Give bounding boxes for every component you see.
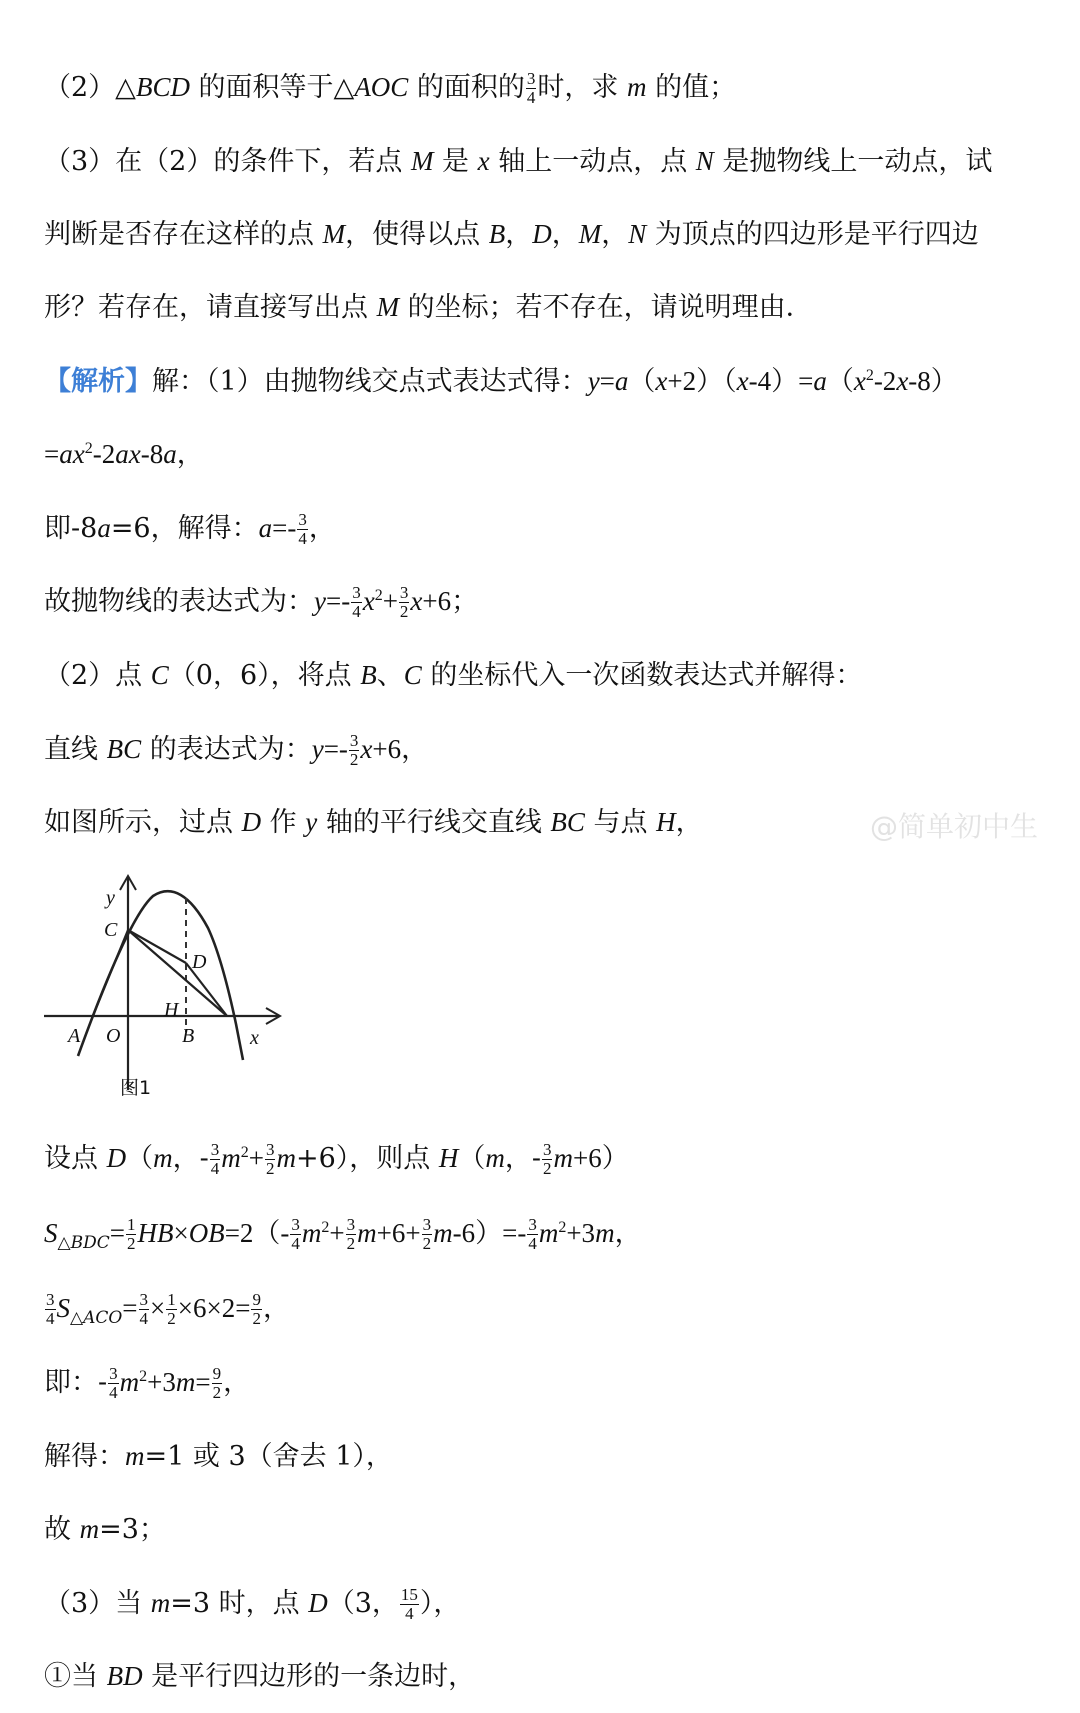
text: BC <box>106 734 142 764</box>
text: a <box>614 366 629 396</box>
denominator: 2 <box>212 1383 222 1402</box>
text: x <box>655 366 668 396</box>
text: ， <box>675 807 703 838</box>
question-part-3-line-3 <box>44 287 1050 328</box>
text: x <box>360 734 373 764</box>
analysis-tag: 【解析】 <box>44 366 152 397</box>
text: +6； <box>422 586 479 616</box>
text: 作 <box>261 807 306 838</box>
text: 形？若存在，请直接写出点 <box>44 292 377 323</box>
text: 的面积的 <box>408 72 525 103</box>
superscript: 2 <box>558 1219 567 1236</box>
text: 轴上一动点，点 <box>489 146 696 177</box>
text: m <box>538 1218 559 1248</box>
numerator: 3 <box>542 1140 552 1159</box>
text: ×6×2= <box>177 1293 251 1323</box>
numerator: 3 <box>422 1215 432 1234</box>
text: B <box>488 219 506 249</box>
text: ，- <box>172 1143 209 1174</box>
text: BCD <box>135 72 190 102</box>
text: + <box>382 586 398 616</box>
label-y: y <box>106 887 115 909</box>
text: -8 <box>140 439 164 469</box>
text: +3 <box>147 1367 176 1397</box>
text: ， <box>308 513 336 544</box>
segment-cd <box>128 930 186 963</box>
superscript: 2 <box>139 1368 148 1385</box>
numerator: 3 <box>528 1215 537 1234</box>
text: （ <box>628 366 656 397</box>
numerator: 3 <box>210 1140 220 1159</box>
solution-line-area-aco <box>44 1288 1050 1329</box>
text: 设点 <box>44 1143 107 1174</box>
label-x: x <box>250 1027 259 1049</box>
text: H <box>656 807 676 837</box>
denominator: 4 <box>210 1159 220 1178</box>
text: ， <box>176 439 204 470</box>
text: ）， <box>419 1588 461 1619</box>
text: =3 时，点 <box>170 1588 309 1619</box>
text: x <box>736 366 749 396</box>
text: y <box>314 586 326 616</box>
numerator: 9 <box>212 1364 222 1383</box>
text: N <box>695 146 714 176</box>
denominator: 2 <box>399 602 409 621</box>
denominator: 2 <box>167 1309 176 1328</box>
solution-line-area-bdc <box>44 1213 1050 1254</box>
denominator: 4 <box>139 1309 149 1328</box>
solution-line-solve-m <box>44 1436 1050 1477</box>
denominator: 4 <box>298 529 307 548</box>
text: 的值； <box>646 72 737 103</box>
fraction <box>422 1216 433 1253</box>
text: y <box>311 734 324 764</box>
text: ， <box>262 1293 290 1324</box>
text: B <box>360 660 377 690</box>
fraction <box>212 1365 223 1402</box>
text: （ <box>826 366 854 397</box>
denominator: 2 <box>126 1234 136 1253</box>
superscript: 2 <box>240 1144 249 1161</box>
watermark: @简单初中生 <box>870 810 1039 843</box>
text: ， <box>223 1367 251 1398</box>
fraction <box>45 1291 56 1328</box>
denominator: 2 <box>422 1234 432 1253</box>
text: （3， <box>327 1588 399 1619</box>
numerator: 3 <box>349 731 359 750</box>
text: m <box>221 1143 241 1173</box>
text: 即-8 <box>44 513 98 544</box>
solution-line-bc <box>44 729 1050 770</box>
text: 是 <box>433 146 478 177</box>
text: OB <box>188 1218 225 1248</box>
text: = <box>122 1293 138 1323</box>
text: =- <box>325 586 351 616</box>
superscript: 2 <box>865 367 874 384</box>
parabola-diagram <box>40 868 300 1102</box>
fraction <box>251 1291 262 1328</box>
text: （2）△ <box>44 72 136 103</box>
text: D <box>106 1143 127 1173</box>
text: a <box>813 366 827 396</box>
fraction <box>166 1291 177 1328</box>
fraction <box>126 1216 137 1253</box>
text: （3）在（2）的条件下，若点 <box>44 146 411 177</box>
text: m <box>301 1218 322 1248</box>
text: m <box>553 1143 573 1173</box>
numerator: 1 <box>167 1290 176 1309</box>
numerator: 3 <box>139 1290 149 1309</box>
text: 轴的平行线交直线 <box>317 807 551 838</box>
denominator: 4 <box>526 88 536 107</box>
superscript: 2 <box>374 587 383 604</box>
text: m <box>595 1218 615 1248</box>
text: （ <box>458 1143 486 1174</box>
text: × <box>150 1293 166 1323</box>
superscript: 2 <box>321 1219 330 1236</box>
text: m <box>627 72 647 102</box>
fraction <box>139 1291 150 1328</box>
numerator: 9 <box>252 1290 261 1309</box>
text: 解：（1）由抛物线交点式表达式得： <box>152 366 588 397</box>
denominator: 2 <box>349 750 359 769</box>
fraction <box>351 584 362 621</box>
question-part-2 <box>44 67 1050 108</box>
text: 是平行四边形的一条边时， <box>142 1661 476 1692</box>
text: a <box>163 439 177 469</box>
numerator: 3 <box>526 69 536 88</box>
label-o: O <box>106 1025 121 1047</box>
text: （0，6），将点 <box>168 660 361 691</box>
denominator: 2 <box>346 1234 356 1253</box>
text: ， <box>551 219 579 250</box>
numerator: 3 <box>298 510 307 529</box>
denominator: 2 <box>265 1159 275 1178</box>
text: 是抛物线上一动点，试 <box>713 146 993 177</box>
denominator: 4 <box>46 1309 55 1328</box>
text: 时，求 <box>537 72 627 103</box>
text: N <box>628 219 647 249</box>
numerator: 3 <box>265 1140 275 1159</box>
text: D <box>241 807 262 837</box>
text: x <box>362 586 375 616</box>
parabola-curve <box>78 891 243 1060</box>
text: HB <box>137 1218 174 1248</box>
fraction <box>526 70 537 107</box>
text: 与点 <box>584 807 657 838</box>
numerator: 15 <box>400 1585 418 1604</box>
text: +6+ <box>376 1218 421 1248</box>
text: m <box>276 1143 296 1173</box>
solution-line-parabola <box>44 581 1050 622</box>
text: AOC <box>354 72 409 102</box>
text: M <box>578 219 602 249</box>
text: C <box>403 660 422 690</box>
label-d: D <box>192 951 207 973</box>
denominator: 4 <box>528 1234 537 1253</box>
text: 为顶点的四边形是平行四边 <box>646 219 979 250</box>
text: -8） <box>908 366 958 396</box>
text: + <box>329 1218 345 1248</box>
solution-part-2 <box>44 655 1050 696</box>
text: ，使得以点 <box>345 219 489 250</box>
numerator: 1 <box>126 1215 136 1234</box>
label-c: C <box>104 919 118 941</box>
solution-line-set-d <box>44 1138 1050 1179</box>
text: D <box>308 1588 328 1618</box>
text: D <box>532 219 552 249</box>
text: a <box>97 513 111 543</box>
text: x <box>853 366 866 396</box>
solution-line-expansion <box>44 434 1050 475</box>
text: m <box>485 1143 505 1173</box>
text: x <box>896 366 909 396</box>
figure-caption: 图1 <box>120 1077 152 1099</box>
text: = <box>44 439 60 469</box>
text: -2 <box>92 439 116 469</box>
fraction <box>297 511 308 548</box>
text: S <box>44 1218 58 1248</box>
text: a <box>258 513 273 543</box>
text: y <box>305 807 318 837</box>
text: （ <box>126 1143 154 1174</box>
text: × <box>173 1218 189 1248</box>
text: +2）（ <box>667 366 737 396</box>
numerator: 3 <box>109 1364 118 1383</box>
text: -4）= <box>748 366 814 396</box>
text: m <box>150 1588 171 1618</box>
text: + <box>248 1143 264 1173</box>
numerator: 3 <box>46 1290 55 1309</box>
subscript: △ACO <box>70 1308 123 1328</box>
text: =1 或 3（舍去 1）， <box>144 1441 393 1472</box>
text: （2）点 <box>44 660 151 691</box>
text: ， <box>505 219 533 250</box>
text: =2（- <box>224 1218 290 1248</box>
text: 的面积等于△ <box>189 72 355 103</box>
fraction <box>349 732 360 769</box>
text: ①当 <box>44 1661 107 1692</box>
superscript: 2 <box>84 440 93 457</box>
segment-ca <box>92 930 128 1018</box>
fraction <box>542 1141 553 1178</box>
text: 故抛物线的表达式为： <box>44 586 314 617</box>
text: 直线 <box>44 734 107 765</box>
text: = <box>195 1367 211 1397</box>
text: +6， <box>372 734 429 764</box>
text: -2 <box>873 366 897 396</box>
text: +6），则点 <box>295 1143 439 1174</box>
text: -6）=- <box>452 1218 527 1248</box>
fraction <box>400 1586 419 1623</box>
text: = <box>109 1218 125 1248</box>
fraction <box>265 1141 276 1178</box>
figure-1 <box>40 868 300 1102</box>
solution-line-m-result <box>44 1509 1050 1550</box>
text: 解得： <box>44 1441 125 1472</box>
text: BC <box>550 807 585 837</box>
text: m <box>79 1514 100 1544</box>
text: x <box>410 586 423 616</box>
text: M <box>410 146 434 176</box>
denominator: 4 <box>405 1604 414 1623</box>
solution-case-1 <box>44 1656 1050 1697</box>
solution-part-3 <box>44 1583 1050 1624</box>
text: S <box>56 1293 70 1323</box>
text: ax <box>59 439 85 469</box>
text: +6） <box>572 1143 629 1173</box>
text: 即：- <box>44 1367 108 1398</box>
solution-start <box>44 361 1050 402</box>
text: =- <box>323 734 348 764</box>
text: m <box>125 1441 145 1471</box>
solution-line-equation <box>44 1362 1050 1403</box>
text: y <box>587 366 600 396</box>
text: =3； <box>99 1514 166 1545</box>
solution-line-solve-a <box>44 508 1050 549</box>
denominator: 2 <box>252 1309 261 1328</box>
text: 判断是否存在这样的点 <box>44 219 323 250</box>
text: =- <box>272 513 297 543</box>
text: H <box>438 1143 459 1173</box>
text: 、 <box>376 660 404 691</box>
numerator: 3 <box>291 1215 300 1234</box>
fraction <box>290 1216 301 1253</box>
text: 的表达式为： <box>141 734 312 765</box>
fraction <box>108 1365 119 1402</box>
text: M <box>376 292 400 322</box>
denominator: 4 <box>291 1234 300 1253</box>
text: BD <box>106 1661 143 1691</box>
label-b: B <box>182 1025 195 1047</box>
text: M <box>322 219 346 249</box>
text: ， <box>614 1218 642 1249</box>
numerator: 3 <box>352 583 361 602</box>
text: （3）当 <box>44 1588 151 1619</box>
text: 故 <box>44 1514 80 1545</box>
text: m <box>153 1143 173 1173</box>
fraction <box>210 1141 221 1178</box>
text: ， <box>601 219 629 250</box>
text: 的坐标代入一次函数表达式并解得： <box>421 660 863 691</box>
label-a: A <box>68 1025 81 1047</box>
text: m <box>119 1367 140 1397</box>
text: = <box>599 366 615 396</box>
text: 如图所示，过点 <box>44 807 242 838</box>
text: ax <box>115 439 141 469</box>
text: m <box>357 1218 377 1248</box>
fraction <box>527 1216 538 1253</box>
denominator: 2 <box>542 1159 552 1178</box>
text: m <box>433 1218 453 1248</box>
fraction <box>346 1216 357 1253</box>
text: +3 <box>566 1218 596 1248</box>
numerator: 3 <box>346 1215 356 1234</box>
question-part-3-line-2 <box>44 214 1050 255</box>
numerator: 3 <box>399 583 409 602</box>
label-h: H <box>164 999 179 1021</box>
text: x <box>477 146 490 176</box>
text: =6，解得： <box>110 513 259 544</box>
subscript: △BDC <box>57 1233 110 1253</box>
fraction <box>399 584 410 621</box>
text: ，- <box>504 1143 541 1174</box>
denominator: 4 <box>109 1383 118 1402</box>
question-part-3-line-1 <box>44 141 1050 182</box>
denominator: 4 <box>352 602 361 621</box>
text: m <box>175 1367 196 1397</box>
text: 的坐标；若不存在，请说明理由． <box>399 292 813 323</box>
text: C <box>150 660 169 690</box>
